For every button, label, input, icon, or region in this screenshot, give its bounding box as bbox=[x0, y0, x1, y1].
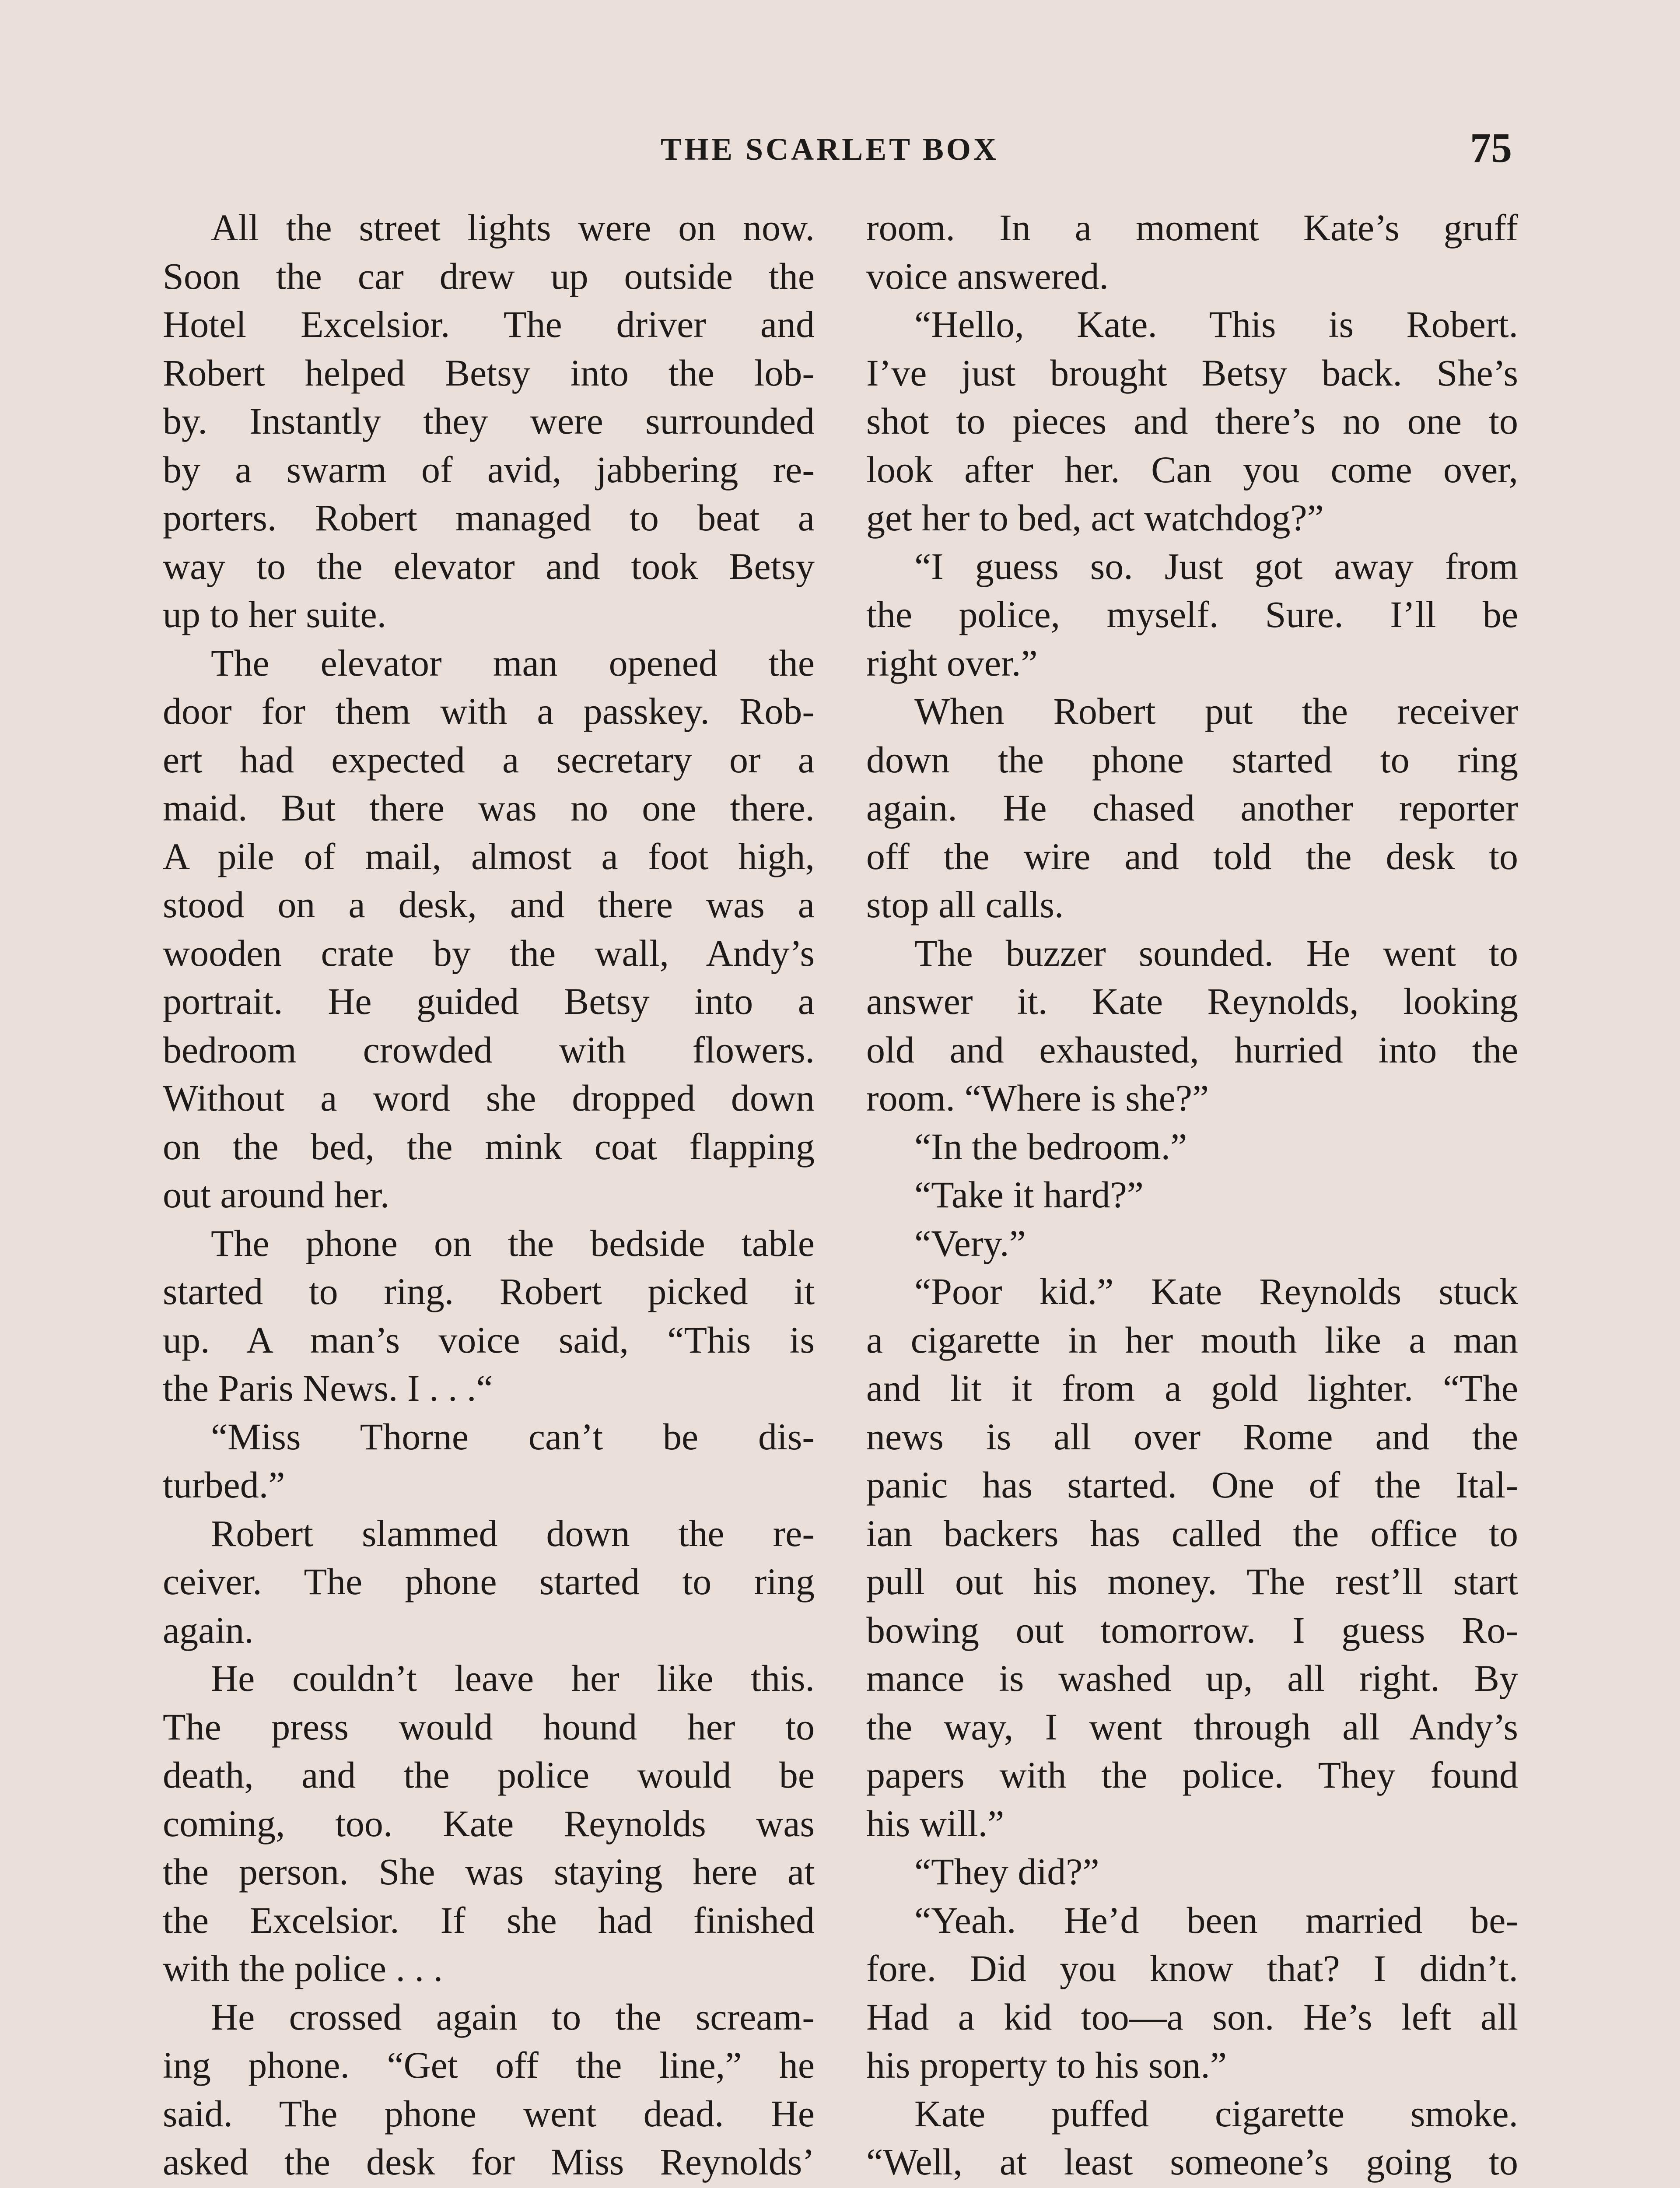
text-line: the Excelsior. If she had finished bbox=[163, 1899, 815, 1941]
text-line: “Hello, Kate. This is Robert. bbox=[914, 303, 1518, 345]
text-line: off the wire and told the desk to bbox=[866, 835, 1518, 877]
text-line: door for them with a passkey. Rob- bbox=[163, 690, 815, 732]
text-line: papers with the police. They found bbox=[866, 1754, 1518, 1796]
text-line: again. bbox=[163, 1609, 254, 1651]
text-line: the way, I went through all Andy’s bbox=[866, 1705, 1518, 1748]
text-line: coming, too. Kate Reynolds was bbox=[163, 1802, 815, 1844]
text-line: fore. Did you know that? I didn’t. bbox=[866, 1947, 1518, 1989]
text-line: the Paris News. I . . .“ bbox=[163, 1367, 493, 1409]
text-line: get her to bed, act watchdog?” bbox=[866, 497, 1324, 539]
text-line: “Poor kid.” Kate Reynolds stuck bbox=[914, 1270, 1518, 1312]
text-line: way to the elevator and took Betsy bbox=[163, 545, 815, 587]
text-line: voice answered. bbox=[866, 255, 1109, 297]
text-line: his property to his son.” bbox=[866, 2044, 1227, 2086]
text-line: bedroom crowded with flowers. bbox=[163, 1028, 815, 1071]
text-line: a cigarette in her mouth like a man bbox=[866, 1318, 1518, 1361]
text-line: When Robert put the receiver bbox=[914, 690, 1518, 732]
text-line: pull out his money. The rest’ll start bbox=[866, 1560, 1518, 1602]
text-line: “Yeah. He’d been married be- bbox=[914, 1899, 1518, 1941]
text-line: Without a word she dropped down bbox=[163, 1077, 815, 1119]
text-line: Robert helped Betsy into the lob- bbox=[163, 351, 815, 394]
right-text-column bbox=[866, 203, 1518, 2186]
text-line: old and exhausted, hurried into the bbox=[866, 1028, 1518, 1071]
text-line: The elevator man opened the bbox=[211, 642, 815, 684]
text-line: stop all calls. bbox=[866, 884, 1064, 926]
text-line: I’ve just brought Betsy back. She’s bbox=[866, 351, 1518, 394]
text-line: ian backers has called the office to bbox=[866, 1512, 1518, 1554]
text-line: out around her. bbox=[163, 1174, 390, 1216]
text-line: room. “Where is she?” bbox=[866, 1077, 1209, 1119]
text-line: the police, myself. Sure. I’ll be bbox=[866, 593, 1518, 635]
text-line: panic has started. One of the Ital- bbox=[866, 1464, 1518, 1506]
text-line: right over.” bbox=[866, 642, 1038, 684]
text-line: ceiver. The phone started to ring bbox=[163, 1560, 815, 1602]
text-line: All the street lights were on now. bbox=[211, 207, 815, 249]
text-line: portrait. He guided Betsy into a bbox=[163, 980, 815, 1022]
text-line: by a swarm of avid, jabbering re- bbox=[163, 448, 815, 491]
text-line: news is all over Rome and the bbox=[866, 1415, 1518, 1458]
text-line: “I guess so. Just got away from bbox=[914, 545, 1518, 587]
text-line: turbed.” bbox=[163, 1464, 285, 1506]
text-line: down the phone started to ring bbox=[866, 738, 1518, 781]
text-line: Robert slammed down the re- bbox=[211, 1512, 815, 1554]
text-line: Hotel Excelsior. The driver and bbox=[163, 303, 815, 345]
text-line: the person. She was staying here at bbox=[163, 1851, 815, 1893]
text-line: porters. Robert managed to beat a bbox=[163, 497, 815, 539]
text-line: stood on a desk, and there was a bbox=[163, 884, 815, 926]
text-line: bowing out tomorrow. I guess Ro- bbox=[866, 1609, 1518, 1651]
text-line: shot to pieces and there’s no one to bbox=[866, 400, 1518, 442]
text-line: asked the desk for Miss Reynolds’ bbox=[163, 2141, 815, 2183]
text-line: answer it. Kate Reynolds, looking bbox=[866, 980, 1518, 1022]
left-text-column bbox=[163, 203, 815, 2186]
text-line: The phone on the bedside table bbox=[211, 1222, 815, 1264]
page-number: 75 bbox=[1470, 124, 1512, 171]
text-line: wooden crate by the wall, Andy’s bbox=[163, 932, 815, 974]
text-line: The press would hound her to bbox=[163, 1705, 815, 1748]
text-line: “Very.” bbox=[914, 1222, 1026, 1264]
text-line: on the bed, the mink coat flapping bbox=[163, 1125, 815, 1168]
text-line: his will.” bbox=[866, 1802, 1004, 1844]
text-line: up to her suite. bbox=[163, 593, 387, 635]
text-line: ing phone. “Get off the line,” he bbox=[163, 2044, 815, 2086]
text-line: The buzzer sounded. He went to bbox=[914, 932, 1518, 974]
text-line: up. A man’s voice said, “This is bbox=[163, 1318, 815, 1361]
text-line: and lit it from a gold lighter. “The bbox=[866, 1367, 1518, 1409]
text-line: “Well, at least someone’s going to bbox=[866, 2141, 1518, 2183]
text-line: A pile of mail, almost a foot high, bbox=[163, 835, 815, 877]
text-line: by. Instantly they were surrounded bbox=[163, 400, 815, 442]
text-line: death, and the police would be bbox=[163, 1754, 815, 1796]
text-line: look after her. Can you come over, bbox=[866, 448, 1518, 491]
text-line: said. The phone went dead. He bbox=[163, 2092, 815, 2135]
text-line: room. In a moment Kate’s gruff bbox=[866, 207, 1518, 249]
text-line: Kate puffed cigarette smoke. bbox=[914, 2092, 1518, 2135]
text-line: Had a kid too—a son. He’s left all bbox=[866, 1995, 1518, 2038]
text-line: with the police . . . bbox=[163, 1947, 443, 1989]
text-line: “Take it hard?” bbox=[914, 1174, 1144, 1216]
text-line: He crossed again to the scream- bbox=[211, 1995, 815, 2038]
text-line: again. He chased another reporter bbox=[866, 787, 1518, 829]
text-line: Soon the car drew up outside the bbox=[163, 255, 815, 297]
text-line: “In the bedroom.” bbox=[914, 1125, 1187, 1168]
text-line: He couldn’t leave her like this. bbox=[211, 1657, 815, 1699]
running-title: THE SCARLET BOX bbox=[661, 132, 999, 167]
text-line: “Miss Thorne can’t be dis- bbox=[211, 1415, 815, 1458]
text-line: started to ring. Robert picked it bbox=[163, 1270, 815, 1312]
text-line: mance is washed up, all right. By bbox=[866, 1657, 1518, 1699]
text-line: maid. But there was no one there. bbox=[163, 787, 815, 829]
text-line: “They did?” bbox=[914, 1851, 1099, 1893]
text-line: ert had expected a secretary or a bbox=[163, 738, 815, 781]
